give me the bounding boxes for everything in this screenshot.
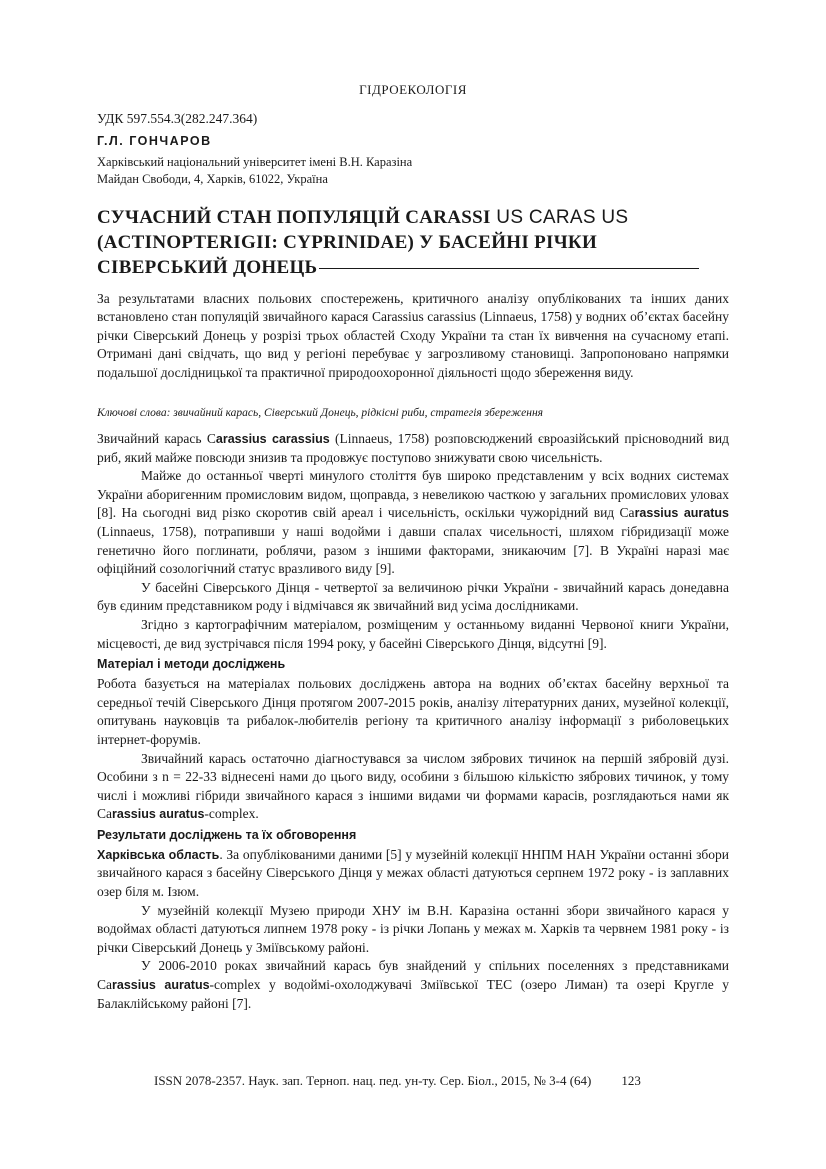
species-name: rassius auratus [634, 506, 729, 521]
paragraph [97, 750, 729, 824]
paragraph [97, 846, 729, 902]
paragraph: Робота базується на матеріалах польових досліджень автора на водних об’єктах басейну верхньої та середньої течій Сіверського Дінця протягом 2007-2015 років, аналізу літературних даних, музейної колекції, опитувань науковців та рибалок-любителів регіону та критичного аналізу інформації з риболовецьких інтернет-форумів. [97, 676, 729, 747]
title-part: US CARAS US [490, 207, 629, 228]
text-run: -complex. [204, 806, 259, 822]
section-header: ГІДРОЕКОЛОГІЯ [359, 82, 467, 97]
affiliation-line: Харківський національний університет імені В.Н. Каразіна [97, 155, 413, 169]
text-run: . За опублікованими даними [5] у музейній колекції ННПМ НАН України останні збори звичайного карася з басейну Сіверського Дінця у межах області датуються серпнем 1972 року - із заплавних озер біля м. Ізюм. [97, 846, 729, 900]
article-title [97, 205, 737, 280]
text-run: (Linnaeus, 1758) розповсюджений євроазійський прісноводний вид риб, який майже повсюди знизив та продовжує поступово знижувати свою чисельність. [97, 431, 730, 465]
text-run: Звичайний карась остаточно діагностувався за числом зябрових тичинок на першій зябровій дузі. Особини з n = 22-33 віднесені нами до цього виду, особини з більшою кількістю зябрових тичинок, у тому числі і можливі гібриди звичайного карася з іншими видами чи формами карасів, розглядаються нами як Ca [97, 750, 729, 822]
title-underline [319, 267, 699, 269]
species-name: rassius auratus [112, 978, 210, 993]
page-number: 123 [621, 1073, 641, 1088]
text-run: (Linnaeus, 1758), потрапивши у наші водойми і давши спалах чисельності, шляхом гібридизації може генетично його поглинати, роблячи, разом з іншими факторами, зникаючим [7]. В Україні наразі має офіційний созологічний статус вразливого виду [9]. [97, 523, 729, 577]
keywords: Ключові слова: звичайний карась, Сіверський Донець, рідкісні риби, стратегія збереження [97, 407, 543, 419]
section-heading-results: Результати досліджень та їх обговорення [97, 827, 357, 842]
udc-code: УДК 597.554.3(282.247.364) [97, 111, 258, 126]
title-part: СІВЕРСЬКИЙ ДОНЕЦЬ [97, 257, 318, 278]
journal-citation: ISSN 2078-2357. Наук. зап. Терноп. нац. пед. ун-ту. Сер. Біол., 2015, № 3-4 (64) [154, 1073, 592, 1088]
paragraph [97, 957, 729, 1013]
region-heading: Харківська область [97, 847, 220, 862]
title-part: (ACTINOPTERIGII: CYPRINIDAE) У БАСЕЙНІ РІЧКИ [97, 232, 598, 253]
section-heading-methods: Матеріал і методи досліджень [97, 657, 286, 672]
affiliation-line: Майдан Свободи, 4, Харків, 61022, Україна [97, 172, 328, 186]
text-run: Звичайний карась C [97, 431, 216, 446]
paragraph [97, 467, 729, 579]
text-run: У 2006-2010 роках звичайний карась був знайдений у спільних поселеннях з представниками Ca [97, 958, 729, 993]
affiliation [97, 154, 412, 188]
paragraph [97, 430, 729, 467]
author-name: Г.Л. ГОНЧАРОВ [97, 134, 212, 148]
abstract: За результатами власних польових спостережень, критичного аналізу опублікованих та інших даних встановлено стан популяцій звичайного карася Carassius carassius (Linnaeus, 1758) у водних об’єктах басейну річки Сіверський Донець у розрізі трьох областей Сходу України та стан їх вивчення на сучасному етапі. Отримані дані свідчать, що вид у регіоні перебуває у загрозливому становищі. Запропоновано напрямки подальшої дослідницької та практичної природоохоронної діяльності щодо збереження виду. [97, 291, 729, 380]
page-footer [154, 1073, 641, 1089]
text-run: -complex у водоймі-охолоджувачі Зміївської ТЕС (озеро Лиман) та озері Кругле у Балаклійському районі [7]. [97, 977, 729, 1011]
paragraph: У музейній колекції Музею природи ХНУ ім В.Н. Каразіна останні збори звичайного карася у водоймах області датуються липнем 1978 року - із річки Лопань у межах м. Харків та червнем 1981 року - із річки Сіверський Донець у Зміївському районі. [97, 902, 729, 955]
paragraph: Згідно з картографічним матеріалом, розміщеним у останньому виданні Червоної книги України, місцевості, де вид зустрічався після 1994 року, у басейні Сіверського Дінця, відсутні [9]. [97, 616, 729, 651]
text-run: Майже до останньої чверті минулого століття був широко представленим у всіх водних системах України аборигенним промисловим видом, щоправда, з невеликою часткою у загальних промислових уловах [8]. На сьогодні вид різко скоротив свій ареал і чисельність, оскільки чужорідний вид Ca [97, 468, 729, 521]
species-name: rassius auratus [112, 807, 205, 822]
article-body [97, 430, 729, 1013]
paragraph: У басейні Сіверського Дінця - четвертої за величиною річки України - звичайний карась донедавна був єдиним представником роду і відмічався як звичайний вид усіма дослідниками. [97, 579, 729, 614]
title-part: СУЧАСНИЙ СТАН ПОПУЛЯЦІЙ CARASSI [97, 207, 491, 228]
species-name: arassius carassius [215, 432, 330, 446]
